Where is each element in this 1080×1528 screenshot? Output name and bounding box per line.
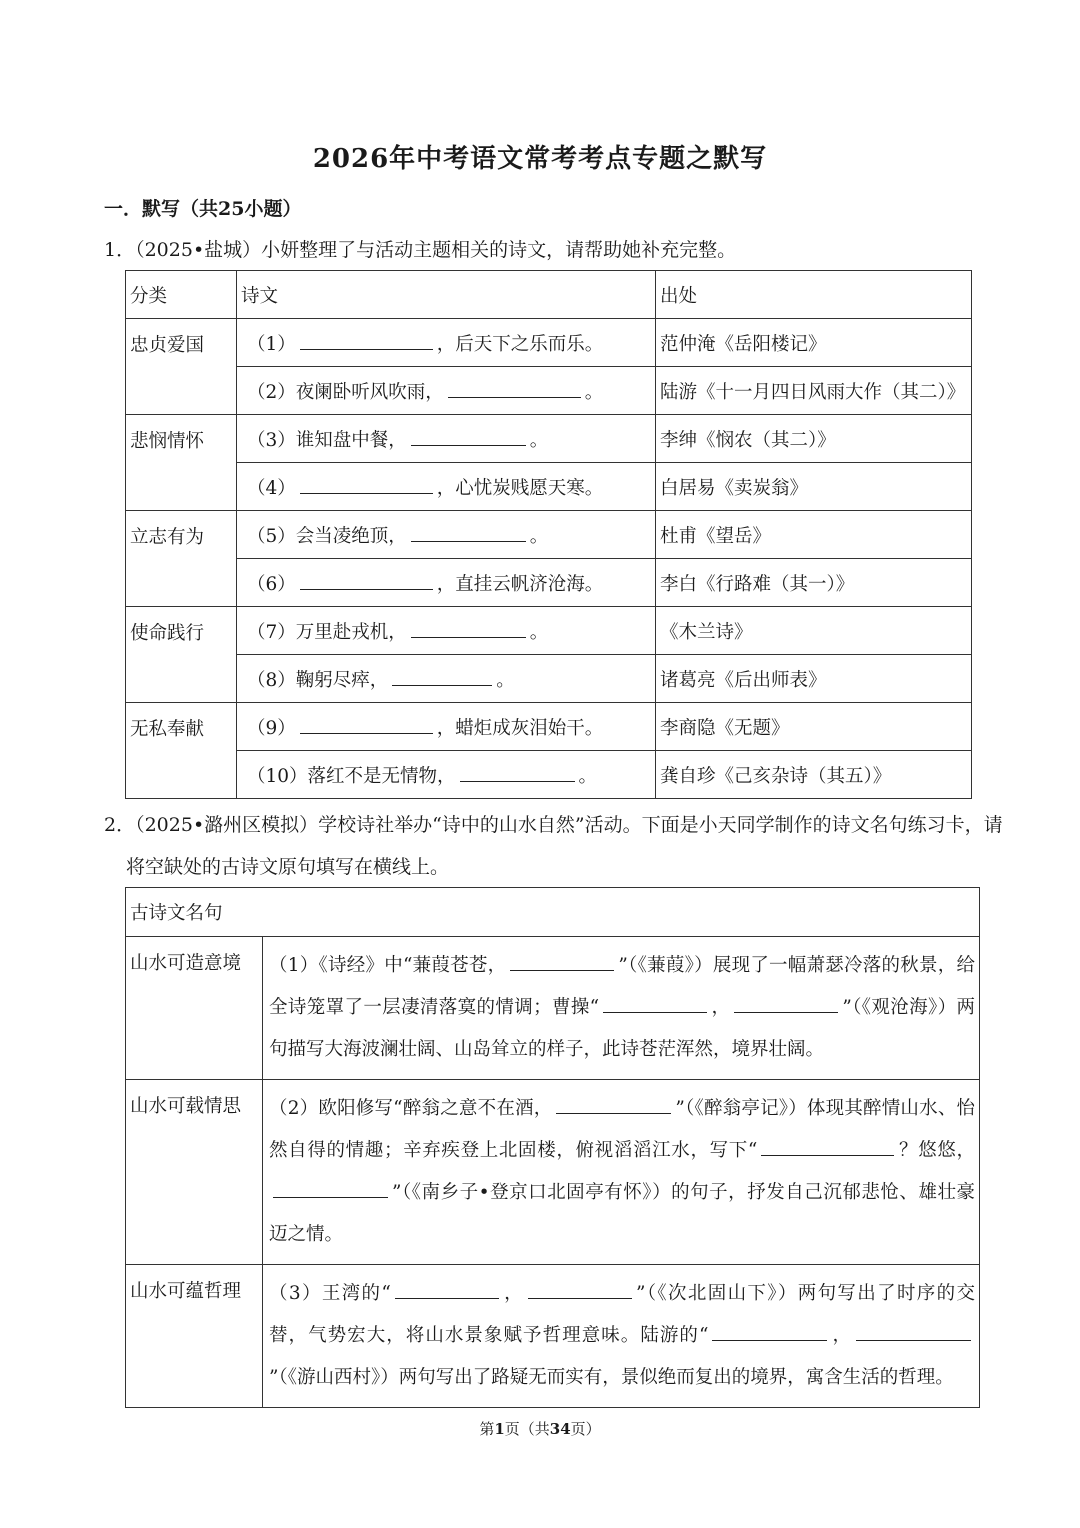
source-cell: 龚自珍《己亥杂诗（其五）》 xyxy=(656,751,972,799)
table-row xyxy=(126,319,972,367)
table-header-row xyxy=(126,888,980,937)
question-2-text-line2: 将空缺处的古诗文原句填写在横线上。 xyxy=(126,856,450,878)
category-cell: 悲悯情怀 xyxy=(126,415,237,511)
poem-suffix: ，心忧炭贱愿天寒。 xyxy=(436,477,604,499)
table-row xyxy=(126,1080,980,1265)
poem-cell xyxy=(237,415,656,463)
answer-blank[interactable] xyxy=(761,1139,894,1156)
text-segment: ， xyxy=(831,1325,852,1346)
answer-blank[interactable] xyxy=(460,765,575,782)
answer-blank[interactable] xyxy=(300,717,433,734)
poem-suffix: ，蜡炬成灰泪始干。 xyxy=(436,717,604,739)
page-title: 2026年中考语文常考考点专题之默写 xyxy=(312,144,768,174)
category-cell: 使命践行 xyxy=(126,607,237,703)
poem-cell xyxy=(237,751,656,799)
source-cell: 李商隐《无题》 xyxy=(656,703,972,751)
source-cell: 陆游《十一月四日风雨大作（其二）》 xyxy=(656,367,972,415)
footer-text: 页） xyxy=(570,1420,601,1438)
source-cell: 诸葛亮《后出师表》 xyxy=(656,655,972,703)
table-row xyxy=(126,415,972,463)
poem-prefix: （4） xyxy=(247,477,296,499)
poem-prefix: （5）会当凌绝顶， xyxy=(247,525,407,547)
answer-blank[interactable] xyxy=(300,573,433,590)
description-cell xyxy=(263,1080,980,1265)
table-row xyxy=(126,367,972,415)
text-segment: （2）欧阳修写“醉翁之意不在酒， xyxy=(269,1098,553,1119)
question-2-stem xyxy=(104,804,1003,888)
footer-text: 页（共 xyxy=(504,1420,550,1438)
poem-suffix: 。 xyxy=(529,621,549,643)
poem-prefix: （1） xyxy=(247,333,296,355)
header-famous-lines: 古诗文名句 xyxy=(126,888,980,937)
poem-prefix: （10）落红不是无情物， xyxy=(247,765,456,787)
text-segment: ”（《南乡子•登京口北固亭有怀》）的句子，抒发自己沉郁悲怆、雄壮豪迈之情。 xyxy=(269,1182,976,1245)
table-header-row xyxy=(126,271,972,319)
total-pages: 34 xyxy=(549,1420,571,1438)
text-segment: ？悠悠， xyxy=(898,1140,976,1161)
poem-cell xyxy=(237,367,656,415)
question-2-text-line1: 2．（2025•潞州区模拟）学校诗社举办“诗中的山水自然”活动。下面是小天同学制作的诗文名句练习卡，请 xyxy=(104,814,1003,836)
answer-blank[interactable] xyxy=(300,333,433,350)
answer-blank[interactable] xyxy=(273,1181,388,1198)
poem-cell xyxy=(237,463,656,511)
poem-suffix: ，直挂云帆济沧海。 xyxy=(436,573,604,595)
category-cell: 忠贞爱国 xyxy=(126,319,237,415)
category-cell: 山水可造意境 xyxy=(126,937,263,1080)
question-1-text: 1．（2025•盐城）小妍整理了与活动主题相关的诗文，请帮助她补充完整。 xyxy=(104,239,737,261)
poem-suffix: 。 xyxy=(529,429,549,451)
answer-blank[interactable] xyxy=(712,1324,827,1341)
question-1-table xyxy=(125,270,972,799)
poem-suffix: ，后天下之乐而乐。 xyxy=(436,333,604,355)
poem-cell xyxy=(237,655,656,703)
answer-blank[interactable] xyxy=(556,1097,671,1114)
poem-prefix: （8）鞠躬尽瘁， xyxy=(247,669,389,691)
answer-blank[interactable] xyxy=(411,621,526,638)
table-row xyxy=(126,655,972,703)
answer-blank[interactable] xyxy=(603,996,707,1013)
text-segment: ”（《游山西村》）两句写出了路疑无而实有，景似绝而复出的境界，寓含生活的哲理。 xyxy=(269,1367,954,1388)
footer-text: 第 xyxy=(479,1420,495,1438)
poem-suffix: 。 xyxy=(584,381,604,403)
table-row xyxy=(126,703,972,751)
header-poem: 诗文 xyxy=(237,271,656,319)
answer-blank[interactable] xyxy=(411,429,526,446)
text-segment: ”（《醉翁亭记》）体现其醉情山水、怡然自得的情趣；辛弃疾登上北固楼，俯视滔滔江水，写下“ xyxy=(269,1098,976,1161)
source-cell: 范仲淹《岳阳楼记》 xyxy=(656,319,972,367)
category-cell: 山水可蕴哲理 xyxy=(126,1265,263,1408)
table-row xyxy=(126,1265,980,1408)
text-segment: ”（《观沧海》）两句描写大海波澜壮阔、山岛耸立的样子，此诗苍茫浑然，境界壮阔。 xyxy=(269,997,975,1060)
table-row xyxy=(126,607,972,655)
poem-suffix: 。 xyxy=(496,669,515,691)
poem-prefix: （3）谁知盘中餐， xyxy=(247,429,407,451)
answer-blank[interactable] xyxy=(528,1282,632,1299)
table-row xyxy=(126,937,980,1080)
text-segment: ， xyxy=(502,1283,525,1304)
page-footer xyxy=(0,1418,1080,1439)
category-cell: 山水可载情思 xyxy=(126,1080,263,1265)
answer-blank[interactable] xyxy=(734,996,838,1013)
poem-cell xyxy=(237,703,656,751)
poem-prefix: （7）万里赴戎机， xyxy=(247,621,407,643)
answer-blank[interactable] xyxy=(411,525,526,542)
question-2-table xyxy=(125,887,980,1408)
category-cell: 立志有为 xyxy=(126,511,237,607)
table-row xyxy=(126,751,972,799)
answer-blank[interactable] xyxy=(300,477,433,494)
source-cell: 《木兰诗》 xyxy=(656,607,972,655)
source-cell: 杜甫《望岳》 xyxy=(656,511,972,559)
answer-blank[interactable] xyxy=(510,954,614,971)
description-cell xyxy=(263,1265,980,1408)
answer-blank[interactable] xyxy=(395,1282,499,1299)
section-heading: 一．默写（共25小题） xyxy=(104,198,302,220)
description-cell xyxy=(263,937,980,1080)
poem-prefix: （6） xyxy=(247,573,296,595)
poem-prefix: （9） xyxy=(247,717,296,739)
table-row xyxy=(126,559,972,607)
text-segment: （1）《诗经》中“蒹葭苍苍， xyxy=(269,955,507,976)
text-segment: （3）王湾的“ xyxy=(269,1283,391,1304)
answer-blank[interactable] xyxy=(392,669,492,686)
category-cell: 无私奉献 xyxy=(126,703,237,799)
poem-cell xyxy=(237,607,656,655)
poem-cell xyxy=(237,319,656,367)
poem-cell xyxy=(237,511,656,559)
text-segment: ”（《蒹葭》）展现了一幅萧瑟冷落的秋景，给全诗笼罩了一层凄清落寞的情调；曹操“ xyxy=(269,955,976,1018)
source-cell: 白居易《卖炭翁》 xyxy=(656,463,972,511)
source-cell: 李绅《悯农（其二）》 xyxy=(656,415,972,463)
table-row xyxy=(126,463,972,511)
text-segment: ”（《次北固山下》）两句写出了时序的交替，气势宏大，将山水景象赋予哲理意味。陆游的“ xyxy=(269,1283,976,1346)
poem-prefix: （2）夜阑卧听风吹雨， xyxy=(247,381,444,403)
header-source: 出处 xyxy=(656,271,972,319)
poem-suffix: 。 xyxy=(529,525,549,547)
source-cell: 李白《行路难（其一）》 xyxy=(656,559,972,607)
poem-cell xyxy=(237,559,656,607)
poem-suffix: 。 xyxy=(578,765,598,787)
answer-blank[interactable] xyxy=(856,1324,971,1341)
header-category: 分类 xyxy=(126,271,237,319)
question-1-stem xyxy=(104,229,736,271)
answer-blank[interactable] xyxy=(448,381,581,398)
text-segment: ， xyxy=(711,997,731,1018)
page-number: 1 xyxy=(494,1420,505,1438)
table-row xyxy=(126,511,972,559)
